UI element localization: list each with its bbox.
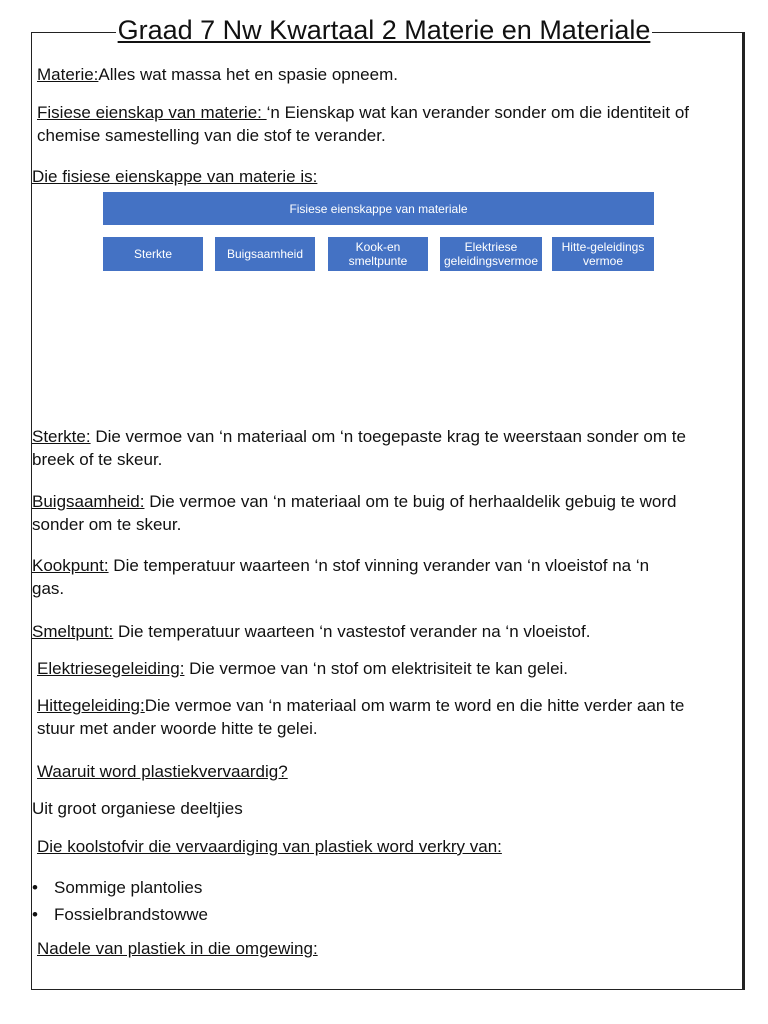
materie-text: Alles wat massa het en spasie opneem. xyxy=(98,65,398,84)
sterkte-definition xyxy=(32,425,748,471)
sterkte-line2: breek of te skeur. xyxy=(32,450,163,469)
elektriese-definition xyxy=(37,657,568,680)
buigsaamheid-definition xyxy=(32,490,748,536)
kookpunt-line1: Die temperatuur waarteen ‘n stof vinning verander van ‘n vloeistof na ‘n xyxy=(108,556,650,575)
plastiek-question: Waaruit word plastiekvervaardig? xyxy=(37,762,288,781)
diagram-box-buigsaamheid: Buigsaamheid xyxy=(215,237,315,271)
hitte-term: Hittegeleiding: xyxy=(37,696,145,715)
page-title: Graad 7 Nw Kwartaal 2 Materie en Materiale xyxy=(117,15,651,45)
fisiese-eienskap-definition xyxy=(37,101,747,147)
elektriese-term: Elektriesegeleiding: xyxy=(37,659,185,678)
kookpunt-term: Kookpunt: xyxy=(32,556,109,575)
materie-term: Materie: xyxy=(37,65,99,84)
eienskappe-heading: Die fisiese eienskappe van materie is: xyxy=(32,167,318,186)
buigsaamheid-line2: sonder om te skeur. xyxy=(32,515,182,534)
fisiese-eienskap-line2: chemise samestelling van die stof te verander. xyxy=(37,126,386,145)
diagram-box-sterkte: Sterkte xyxy=(103,237,203,271)
elektriese-text: Die vermoe van ‘n stof om elektrisiteit te kan gelei. xyxy=(184,659,569,678)
smeltpunt-definition xyxy=(32,620,590,643)
hitte-line2: stuur met ander woorde hitte te gelei. xyxy=(37,719,318,738)
diagram-box-elektriese: Elektriese geleidingsvermoe xyxy=(440,237,542,271)
list-item: • Fossielbrandstowwe xyxy=(32,901,208,928)
buigsaamheid-term: Buigsaamheid: xyxy=(32,492,145,511)
plastiek-answer: Uit groot organiese deeltjies xyxy=(32,799,243,818)
fisiese-eienskap-term: Fisiese eienskap van materie: xyxy=(37,103,267,122)
kookpunt-line2: gas. xyxy=(32,579,65,598)
sterkte-term: Sterkte: xyxy=(32,427,91,446)
materie-definition xyxy=(37,63,398,86)
sterkte-line1: Die vermoe van ‘n materiaal om ‘n toegepaste krag te weerstaan sonder om te xyxy=(90,427,686,446)
koolstof-list xyxy=(32,874,208,928)
diagram-box-hitte: Hitte-geleidings vermoe xyxy=(552,237,654,271)
buigsaamheid-line1: Die vermoe van ‘n materiaal om te buig of herhaaldelik gebuig te word xyxy=(144,492,677,511)
koolstof-heading: Die koolstofvir die vervaardiging van plastiek word verkry van: xyxy=(37,837,502,856)
smeltpunt-term: Smeltpunt: xyxy=(32,622,114,641)
nadele-heading: Nadele van plastiek in die omgewing: xyxy=(37,939,318,958)
kookpunt-definition xyxy=(32,554,748,600)
fisiese-eienskap-line1: ‘n Eienskap wat kan verander sonder om die identiteit of xyxy=(266,103,690,122)
diagram-box-kook-smeltpunte: Kook-en smeltpunte xyxy=(328,237,428,271)
hitte-line1: Die vermoe van ‘n materiaal om warm te word en die hitte verder aan te xyxy=(144,696,685,715)
diagram-header: Fisiese eienskappe van materiale xyxy=(103,192,654,225)
smeltpunt-text: Die temperatuur waarteen ‘n vastestof verander na ‘n vloeistof. xyxy=(113,622,591,641)
list-item: • Sommige plantolies xyxy=(32,874,208,901)
hitte-definition xyxy=(37,694,749,740)
